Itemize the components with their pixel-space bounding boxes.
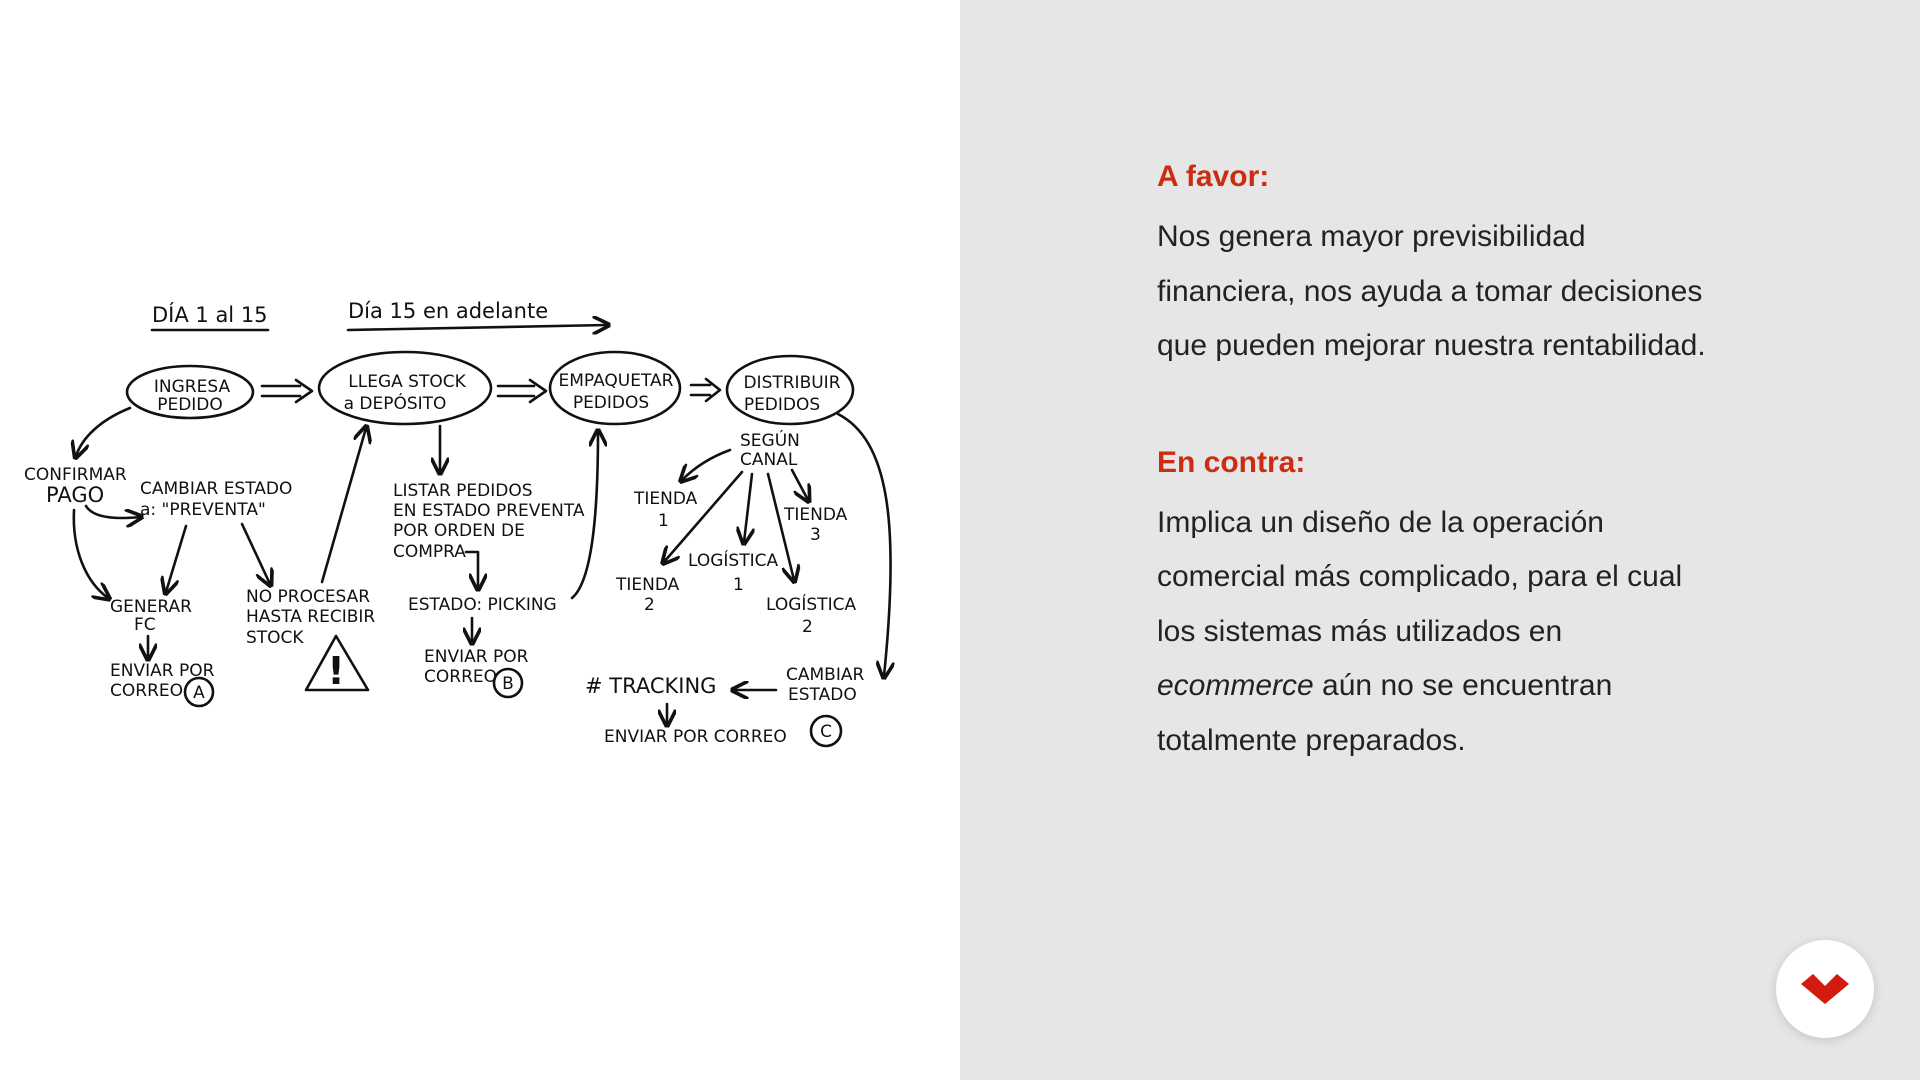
circle-c-label: C [820, 722, 832, 742]
contra-text-before: Implica un diseño de la operación comercial más complicado, para el cual los sistemas más utilizados en [1157, 505, 1683, 648]
favor-block [1157, 160, 1717, 374]
arrow-to-logistica1 [744, 474, 752, 542]
contra-heading: En contra: [1157, 445, 1306, 479]
arrow-to-tienda2 [664, 472, 742, 562]
arrow-distribuir-to-cambiar [838, 414, 891, 676]
node-ingresa-line1: INGRESA [153, 377, 231, 397]
warning-icon [306, 636, 368, 693]
label-tienda1-2: 1 [658, 511, 669, 531]
label-cambiar-estado-1: CAMBIAR ESTADO [140, 479, 293, 499]
label-logistica1-1: LOGÍSTICA [688, 551, 779, 571]
label-confirmar-2: PAGO [46, 483, 105, 507]
contra-block [1157, 446, 1717, 769]
node-empaquetar-line2: PEDIDOS [572, 393, 650, 413]
label-segun-2: CANAL [740, 450, 798, 470]
timeline-arrow [348, 325, 607, 330]
label-logistica2-2: 2 [802, 617, 813, 637]
red-chevron-logo-icon [1799, 972, 1851, 1006]
label-logistica1-2: 1 [733, 575, 744, 595]
node-distribuir-line2: PEDIDOS [743, 395, 821, 415]
label-tienda3-1: TIENDA [784, 505, 848, 525]
label-estado-picking: ESTADO: PICKING [408, 595, 557, 615]
arrow-listar-to-picking [466, 552, 478, 588]
label-tienda3-2: 3 [810, 525, 821, 545]
label-cambiar-estado2-1: CAMBIAR [786, 665, 865, 685]
label-generar-1: GENERAR [110, 597, 192, 617]
node-empaquetar-line1: EMPAQUETAR [558, 371, 674, 391]
label-enviar-a-2: CORREO [110, 681, 183, 701]
label-listar-2: EN ESTADO PREVENTA [393, 501, 585, 521]
arrow-cambiar-to-generar [166, 526, 186, 592]
label-no-procesar-1: NO PROCESAR [246, 587, 371, 607]
node-distribuir-line1: DISTRIBUIR [743, 373, 841, 393]
label-tienda2-1: TIENDA [616, 575, 680, 595]
label-no-procesar-2: HASTA RECIBIR [246, 607, 376, 627]
contra-text [1157, 496, 1717, 769]
arrow-confirmar-to-cambiar [86, 506, 140, 518]
warning-mark: ! [327, 649, 345, 693]
label-enviar-b-2: CORREO [424, 667, 497, 687]
node-llega-line1: LLEGA STOCK [348, 372, 466, 392]
arrow-to-tienda1 [682, 450, 730, 480]
arrow-noprocesar-to-llega [322, 428, 366, 582]
node-ingresa-line2: PEDIDO [157, 395, 223, 415]
label-enviar-b-1: ENVIAR POR [424, 647, 529, 667]
pros-cons [1157, 160, 1717, 768]
header-phase1: DÍA 1 al 15 [152, 303, 268, 327]
label-listar-4: COMPRA [393, 542, 466, 562]
label-cambiar-estado2-2: ESTADO [788, 685, 857, 705]
arrow-to-confirmar [76, 408, 130, 456]
contra-text-after: aún no se encuentran totalmente preparados. [1157, 669, 1613, 757]
label-tracking: # TRACKING [585, 674, 717, 698]
label-tienda2-2: 2 [644, 595, 655, 615]
label-listar-1: LISTAR PEDIDOS [393, 481, 533, 501]
node-llega-line2: a DEPÓSITO [343, 394, 447, 414]
brand-logo-button[interactable] [1776, 940, 1874, 1038]
circle-a-label: A [193, 683, 205, 703]
label-enviar-c: ENVIAR POR CORREO [604, 727, 787, 747]
favor-heading: A favor: [1157, 160, 1270, 193]
favor-text: Nos genera mayor previsibilidad financiera, nos ayuda a tomar decisiones que pueden mejorar nuestra rentabilidad. [1157, 220, 1706, 362]
circle-b-label: B [502, 674, 514, 694]
arrow-cambiar-to-noprocesar [242, 524, 270, 584]
label-confirmar-1: CONFIRMAR [24, 465, 127, 485]
arrow-to-generar [74, 510, 108, 598]
header-phase2: Día 15 en adelante [348, 299, 549, 323]
label-segun-1: SEGÚN [740, 431, 800, 451]
label-listar-3: POR ORDEN DE [393, 521, 525, 541]
label-cambiar-estado-2: a: "PREVENTA" [140, 500, 266, 520]
label-enviar-a-1: ENVIAR POR [110, 661, 215, 681]
label-no-procesar-3: STOCK [246, 628, 304, 648]
contra-text-em: ecommerce [1157, 669, 1314, 702]
arrow-to-tienda3 [792, 470, 808, 500]
label-generar-2: FC [134, 615, 156, 635]
label-tienda1-1: TIENDA [634, 489, 698, 509]
label-logistica2-1: LOGÍSTICA [766, 595, 857, 615]
